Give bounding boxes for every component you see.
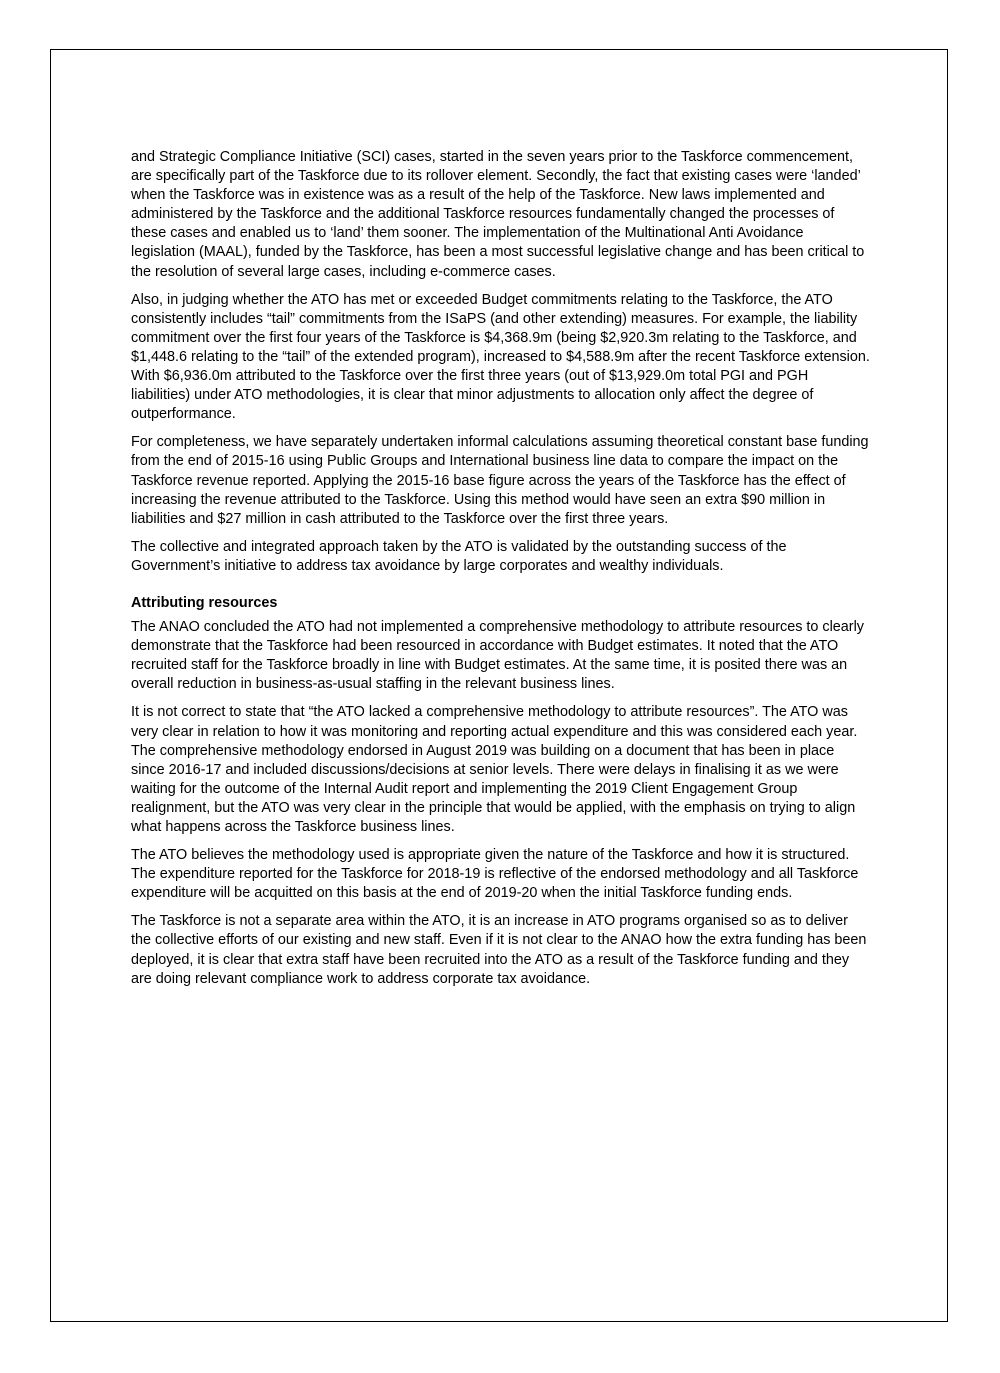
paragraph-informal-calculations: For completeness, we have separately undertaken informal calculations assuming theoretical constant base funding from the end of 2015-16 using Public Groups and International business line data to compare the impact on the Taskforce revenue reported. Applying the 2015-16 base figure across the years of the Taskforce has the effect of increasing the revenue attributed to the Taskforce. Using this method would have seen an extra $90 million in liabilities and $27 million in cash attributed to the Taskforce over the first three years. [131,434,869,527]
paragraph-methodology-response: It is not correct to state that “the ATO lacked a comprehensive methodology to attribute resources”. The ATO was very clear in relation to how it was monitoring and reporting actual expenditure and this was considered each year. The comprehensive methodology endorsed in August 2019 was building on a document that has been in place since 2016-17 and included discussions/decisions at senior levels. There were delays in finalising it as we were waiting for the outcome of the Internal Audit report and implementing the 2019 Client Engagement Group realignment, but the ATO was very clear in the principle that would be applied, with the emphasis on trying to align what happens across the Taskforce business lines. [131,704,858,835]
paragraph-taskforce-not-separate: The Taskforce is not a separate area within the ATO, it is an increase in ATO programs organised so as to deliver the collective efforts of our existing and new staff. Even if it is not clear to the ANAO how the extra funding has been deployed, it is clear that extra staff have been recruited into the ATO as a result of the Taskforce funding and they are doing relevant compliance work to address corporate tax avoidance. [131,913,867,987]
paragraph-budget-commitments: Also, in judging whether the ATO has met or exceeded Budget commitments relating to the Taskforce, the ATO consistently includes “tail” commitments from the ISaPS (and other extending) measures. For example, the liability commitment over the first four years of the Taskforce is $4,368.9m (being $2,920.3m relating to the Taskforce, and $1,448.6 relating to the “tail” of the extended program), increased to $4,588.9m after the recent Taskforce extension. With $6,936.0m attributed to the Taskforce over the first three years (out of $13,929.0m total PGI and PGH liabilities) under ATO methodologies, it is clear that minor adjustments to allocation only affect the degree of outperformance. [131,291,870,423]
section-heading: Attributing resources [131,594,278,611]
paragraph-anao-conclusion: The ANAO concluded the ATO had not implemented a comprehensive methodology to attribute resources to clearly demonstrate that the Taskforce had been resourced in accordance with Budget estimates. It noted that the ATO recruited staff for the Taskforce broadly in line with Budget estimates. At the same time, it is posited there was an overall reduction in business-as-usual staffing in the relevant business lines. [131,619,864,693]
paragraph-collective-approach: The collective and integrated approach taken by the ATO is validated by the outstanding success of the Government’s initiative to address tax avoidance by large corporates and wealthy individuals. [131,538,787,574]
document-body [131,148,871,998]
paragraph-methodology-appropriate: The ATO believes the methodology used is appropriate given the nature of the Taskforce and how it is structured. The expenditure reported for the Taskforce for 2018-19 is reflective of the endorsed methodology and all Taskforce expenditure will be acquitted on this basis at the end of 2019-20 when the initial Taskforce funding ends. [131,847,859,902]
paragraph-sci-cases: and Strategic Compliance Initiative (SCI) cases, started in the seven years prior to the Taskforce commencement, are specifically part of the Taskforce due to its rollover element. Secondly, the fact that existing cases were ‘landed’ when the Taskforce was in existence was as a result of the help of the Taskforce. New laws implemented and administered by the Taskforce and the additional Taskforce resources fundamentally changed the processes of these cases and enabled us to ‘land’ them sooner. The implementation of the Multinational Anti Avoidance legislation (MAAL), funded by the Taskforce, has been a most successful legislative change and has been critical to the resolution of several large cases, including e-commerce cases. [131,149,865,280]
